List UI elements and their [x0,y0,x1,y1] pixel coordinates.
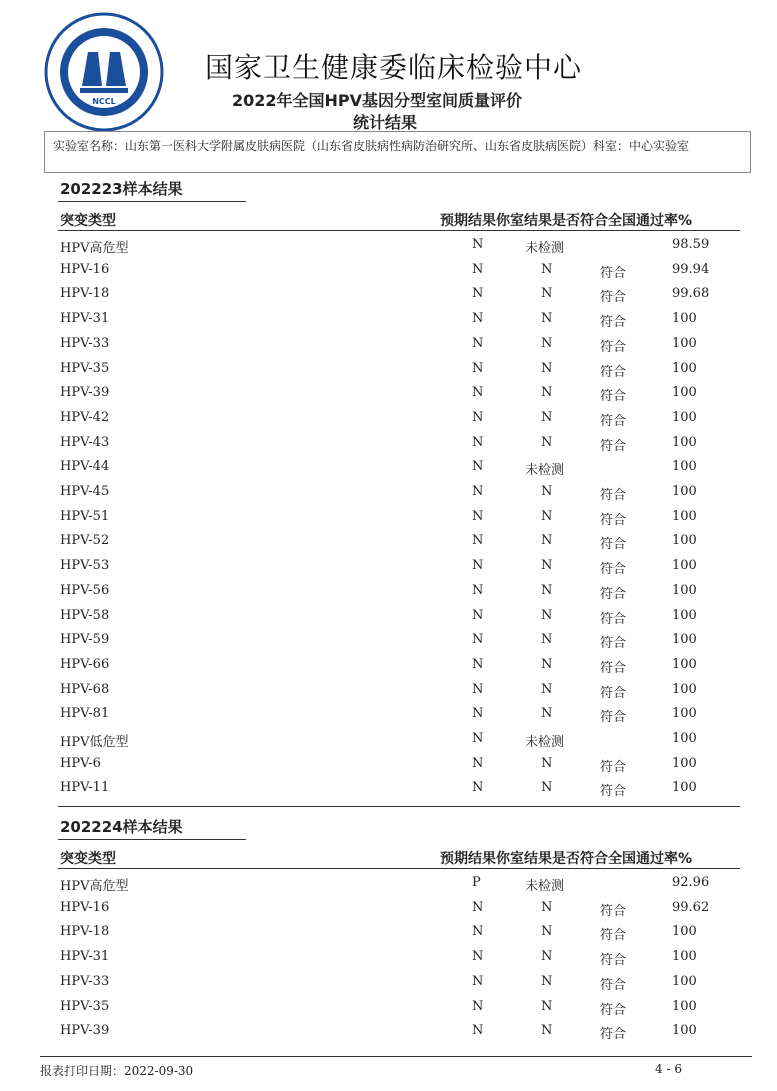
match-status: 符合 [600,586,627,602]
match-status: 符合 [600,438,627,454]
lab-result: N [541,998,553,1014]
header-columns: 预期结果你室结果是否符合全国通过率% [440,213,693,229]
footer-rule [40,1056,752,1057]
table-row [60,484,740,506]
section-title: 202223样本结果 [60,180,183,198]
expected-result: N [472,335,484,351]
expected-result: N [472,533,484,549]
pass-rate: 99.62 [672,899,710,915]
table-row [60,533,740,555]
pass-rate: 100 [672,656,697,672]
page-number: 4 - 6 [655,1062,682,1076]
pass-rate: 100 [672,508,697,524]
match-status: 符合 [600,953,627,969]
table-row [60,509,740,531]
table-row [60,410,740,432]
mutation-type: HPV-33 [60,973,110,989]
lab-result: N [541,582,553,598]
lab-result: N [541,949,553,965]
org-title: 国家卫生健康委临床检验中心 [205,51,583,84]
match-status: 符合 [600,290,627,306]
table-row [60,583,740,605]
pass-rate: 100 [672,385,697,401]
match-status: 符合 [600,364,627,380]
lab-result: N [541,434,553,450]
pass-rate: 98.59 [672,237,710,252]
lab-result: N [541,286,553,302]
match-status: 符合 [600,784,627,800]
pass-rate: 100 [672,459,697,475]
mutation-type: HPV高危型 [60,241,129,256]
mutation-type: HPV-51 [60,508,110,524]
pass-rate: 100 [672,558,697,574]
lab-result: N [541,755,553,771]
header-rule [58,230,740,231]
expected-result: N [472,755,484,771]
lab-result: 未检测 [525,879,565,894]
section-rule [58,201,246,202]
print-date: 报表打印日期：2022-09-30 [40,1064,194,1078]
nccl-logo [44,12,164,132]
expected-result: N [472,706,484,722]
lab-result: 未检测 [525,735,565,750]
table-row [60,657,740,679]
expected-result: N [472,1023,484,1039]
lab-result: N [541,558,553,574]
match-status: 符合 [600,537,627,553]
lab-result: N [541,706,553,722]
lab-result: N [541,1023,553,1039]
mutation-type: HPV低危型 [60,735,129,750]
expected-result: N [472,973,484,989]
mutation-type: HPV-18 [60,286,110,302]
mutation-type: HPV-6 [60,755,101,771]
table-row [60,924,740,946]
mutation-type: HPV-18 [60,924,110,940]
expected-result: N [472,998,484,1014]
lab-result: N [541,973,553,989]
table-row [60,706,740,728]
pass-rate: 99.94 [672,261,710,277]
pass-rate: 100 [672,582,697,598]
expected-result: N [472,632,484,648]
section-rule [58,839,246,840]
table-row [60,361,740,383]
pass-rate: 99.68 [672,286,710,302]
expected-result: N [472,484,484,499]
lab-result: 未检测 [525,241,565,256]
header-type: 突变类型 [60,851,116,867]
expected-result: P [472,875,481,890]
expected-result: N [472,360,484,376]
table-row [60,632,740,654]
match-status: 符合 [600,512,627,528]
mutation-type: HPV-45 [60,484,110,499]
mutation-type: HPV-52 [60,533,110,549]
pass-rate: 100 [672,533,697,549]
pass-rate: 100 [672,998,697,1014]
mutation-type: HPV-16 [60,899,110,915]
lab-result: N [541,899,553,915]
expected-result: N [472,508,484,524]
table-row [60,459,740,481]
match-status: 符合 [600,1027,627,1043]
pass-rate: 100 [672,755,697,771]
match-status: 符合 [600,710,627,726]
pass-rate: 92.96 [672,875,710,890]
pass-rate: 100 [672,1023,697,1039]
mutation-type: HPV-53 [60,558,110,574]
lab-result: N [541,632,553,648]
mutation-type: HPV-43 [60,434,110,450]
pass-rate: 100 [672,780,697,796]
match-status: 符合 [600,759,627,775]
expected-result: N [472,731,484,746]
table-row [60,435,740,457]
expected-result: N [472,434,484,450]
expected-result: N [472,681,484,697]
lab-result: N [541,656,553,672]
lab-result: N [541,385,553,401]
table-row [60,780,740,802]
header-columns: 预期结果你室结果是否符合全国通过率% [440,851,693,867]
expected-result: N [472,409,484,425]
expected-result: N [472,459,484,475]
lab-result: N [541,780,553,796]
expected-result: N [472,582,484,598]
table-row [60,999,740,1021]
mutation-type: HPV-35 [60,360,110,376]
expected-result: N [472,899,484,915]
table-row [60,731,740,753]
lab-name: 实验室名称：山东第一医科大学附属皮肤病医院（山东省皮肤病性病防治研究所、山东省皮肤病医院）科室：中心实验室 [53,139,690,153]
table-row [60,286,740,308]
lab-result: 未检测 [525,463,565,479]
table-row [60,558,740,580]
expected-result: N [472,656,484,672]
pass-rate: 100 [672,924,697,940]
mutation-type: HPV-33 [60,335,110,351]
pass-rate: 100 [672,632,697,648]
pass-rate: 100 [672,484,697,499]
table-row [60,385,740,407]
expected-result: N [472,261,484,277]
match-status: 符合 [600,928,627,944]
pass-rate: 100 [672,706,697,722]
match-status: 符合 [600,339,627,355]
expected-result: N [472,311,484,327]
table-row [60,974,740,996]
lab-result: N [541,533,553,549]
match-status: 符合 [600,315,627,331]
mutation-type: HPV-68 [60,681,110,697]
match-status: 符合 [600,265,627,281]
lab-result: N [541,681,553,697]
match-status: 符合 [600,611,627,627]
match-status: 符合 [600,685,627,701]
match-status: 符合 [600,1002,627,1018]
match-status: 符合 [600,636,627,652]
lab-result: N [541,311,553,327]
mutation-type: HPV-58 [60,607,110,623]
expected-result: N [472,286,484,302]
match-status: 符合 [600,903,627,919]
table-row [60,682,740,704]
header-rule [58,868,740,869]
table-row [60,900,740,922]
pass-rate: 100 [672,360,697,376]
table-row [60,1023,740,1045]
expected-result: N [472,949,484,965]
mutation-type: HPV-16 [60,261,110,277]
pass-rate: 100 [672,681,697,697]
match-status: 符合 [600,389,627,405]
mutation-type: HPV-44 [60,459,110,475]
table-row [60,262,740,284]
mutation-type: HPV-11 [60,780,110,796]
match-status: 符合 [600,977,627,993]
lab-info-box [44,131,751,173]
table-row [60,875,740,897]
table-row [60,336,740,358]
logo-text: NCCL [92,97,116,106]
pass-rate: 100 [672,973,697,989]
expected-result: N [472,924,484,940]
table-row [60,608,740,630]
table-row [60,949,740,971]
report-subtitle: 统计结果 [353,113,418,132]
lab-result: N [541,409,553,425]
match-status: 符合 [600,488,627,503]
lab-result: N [541,335,553,351]
mutation-type: HPV-31 [60,949,110,965]
mutation-type: HPV-56 [60,582,110,598]
match-status: 符合 [600,413,627,429]
lab-result: N [541,484,553,499]
mutation-type: HPV-81 [60,706,110,722]
expected-result: N [472,780,484,796]
match-status: 符合 [600,562,627,578]
pass-rate: 100 [672,607,697,623]
match-status: 符合 [600,660,627,676]
lab-result: N [541,508,553,524]
expected-result: N [472,607,484,623]
expected-result: N [472,558,484,574]
pass-rate: 100 [672,311,697,327]
pass-rate: 100 [672,409,697,425]
lab-result: N [541,261,553,277]
section-title: 202224样本结果 [60,818,183,836]
section-end-rule [58,806,740,807]
pass-rate: 100 [672,335,697,351]
mutation-type: HPV-59 [60,632,110,648]
mutation-type: HPV-42 [60,409,110,425]
expected-result: N [472,385,484,401]
table-row [60,237,740,259]
expected-result: N [472,237,484,252]
pass-rate: 100 [672,434,697,450]
header-type: 突变类型 [60,213,116,229]
mutation-type: HPV-31 [60,311,110,327]
lab-result: N [541,360,553,376]
pass-rate: 100 [672,731,697,746]
lab-result: N [541,924,553,940]
mutation-type: HPV-35 [60,998,110,1014]
mutation-type: HPV-39 [60,385,110,401]
mutation-type: HPV-66 [60,656,110,672]
report-title: 2022年全国HPV基因分型室间质量评价 [232,91,523,110]
mutation-type: HPV高危型 [60,879,129,894]
table-row [60,756,740,778]
pass-rate: 100 [672,949,697,965]
mutation-type: HPV-39 [60,1023,110,1039]
lab-result: N [541,607,553,623]
table-row [60,311,740,333]
